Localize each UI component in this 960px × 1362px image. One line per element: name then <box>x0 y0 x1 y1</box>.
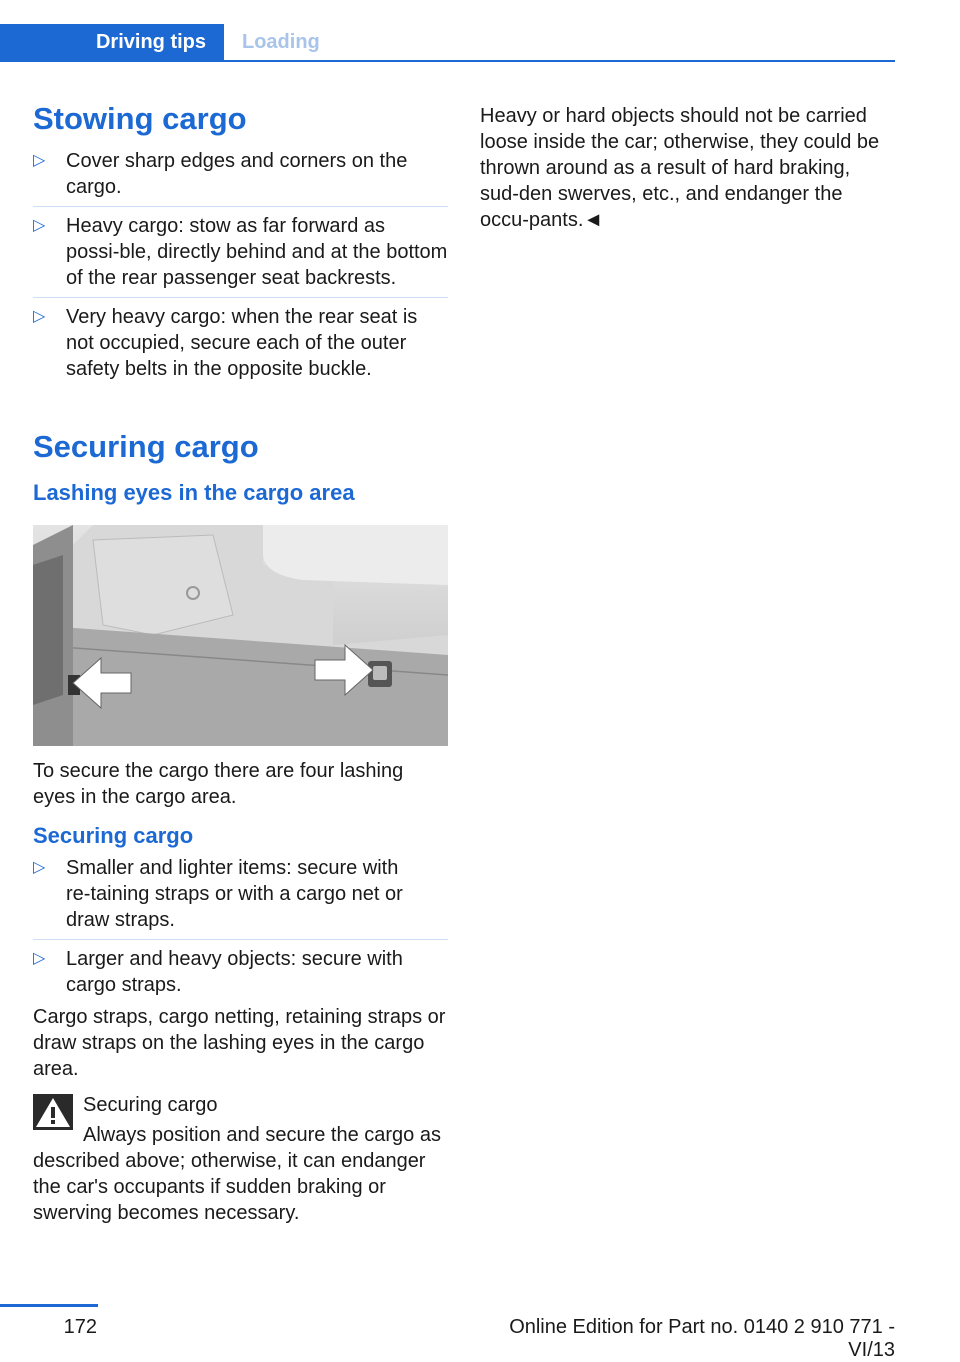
list-item <box>33 148 448 200</box>
triangle-bullet-icon: ▷ <box>33 217 46 234</box>
list-item-text: Larger and heavy objects: secure with cargo straps. <box>66 948 403 996</box>
stowing-list <box>33 148 448 382</box>
tab-driving-tips[interactable]: Driving tips <box>0 24 224 60</box>
left-column <box>33 98 448 1226</box>
warning-triangle-icon <box>33 1094 73 1130</box>
list-item <box>33 855 448 933</box>
triangle-bullet-icon: ▷ <box>33 308 46 325</box>
list-item-text: Cover sharp edges and corners on the cargo. <box>66 150 408 198</box>
header-divider <box>0 60 895 62</box>
list-item-text: Smaller and lighter items: secure with re‑taining straps or with a cargo net or draw straps. <box>66 857 403 931</box>
section-title-securing: Securing cargo <box>33 429 259 464</box>
list-divider <box>33 206 448 207</box>
list-item <box>33 946 448 998</box>
list-item-text: Heavy cargo: stow as far forward as possi‑ble, directly behind and at the bottom of the rear passenger seat backrests. <box>66 215 448 289</box>
right-column <box>480 103 895 233</box>
list-divider <box>33 939 448 940</box>
list-item <box>33 304 448 382</box>
cargo-area-photo <box>33 525 448 746</box>
list-divider <box>33 297 448 298</box>
header-tabs <box>0 24 895 62</box>
triangle-bullet-icon: ▷ <box>33 152 46 169</box>
subsection-title-lashing-eyes: Lashing eyes in the cargo area <box>33 480 355 505</box>
page-number: 172 <box>63 1316 97 1338</box>
warning-block <box>33 1092 448 1226</box>
section-title-stowing: Stowing cargo <box>33 101 247 136</box>
tab-loading[interactable]: Loading <box>242 30 320 53</box>
warning-text: Always position and secure the cargo as described above; otherwise, it can endanger the car's occupants if sudden braking or swerving becomes necessary. <box>33 1124 441 1224</box>
list-item <box>33 213 448 291</box>
list-item-text: Very heavy cargo: when the rear seat is not occupied, secure each of the outer safety belts in the opposite buckle. <box>66 306 418 380</box>
securing-list <box>33 855 448 998</box>
triangle-bullet-icon: ▷ <box>33 950 46 967</box>
warning-title: Securing cargo <box>83 1094 218 1116</box>
image-caption: To secure the cargo there are four lashing eyes in the cargo area. <box>33 760 404 808</box>
securing-note: Cargo straps, cargo netting, retaining straps or draw straps on the lashing eyes in the cargo area. <box>33 1006 446 1080</box>
edition-text: Online Edition for Part no. 0140 2 910 771 - VI/13 <box>509 1316 895 1361</box>
subheading-securing-cargo: Securing cargo <box>33 823 194 848</box>
triangle-bullet-icon: ▷ <box>33 859 46 876</box>
footer-divider <box>0 1304 98 1307</box>
right-column-text: Heavy or hard objects should not be carried loose inside the car; otherwise, they could be thrown around as a result of hard braking, sud‑den swerves, etc., and endanger the occu‑pants.◄ <box>480 105 880 231</box>
